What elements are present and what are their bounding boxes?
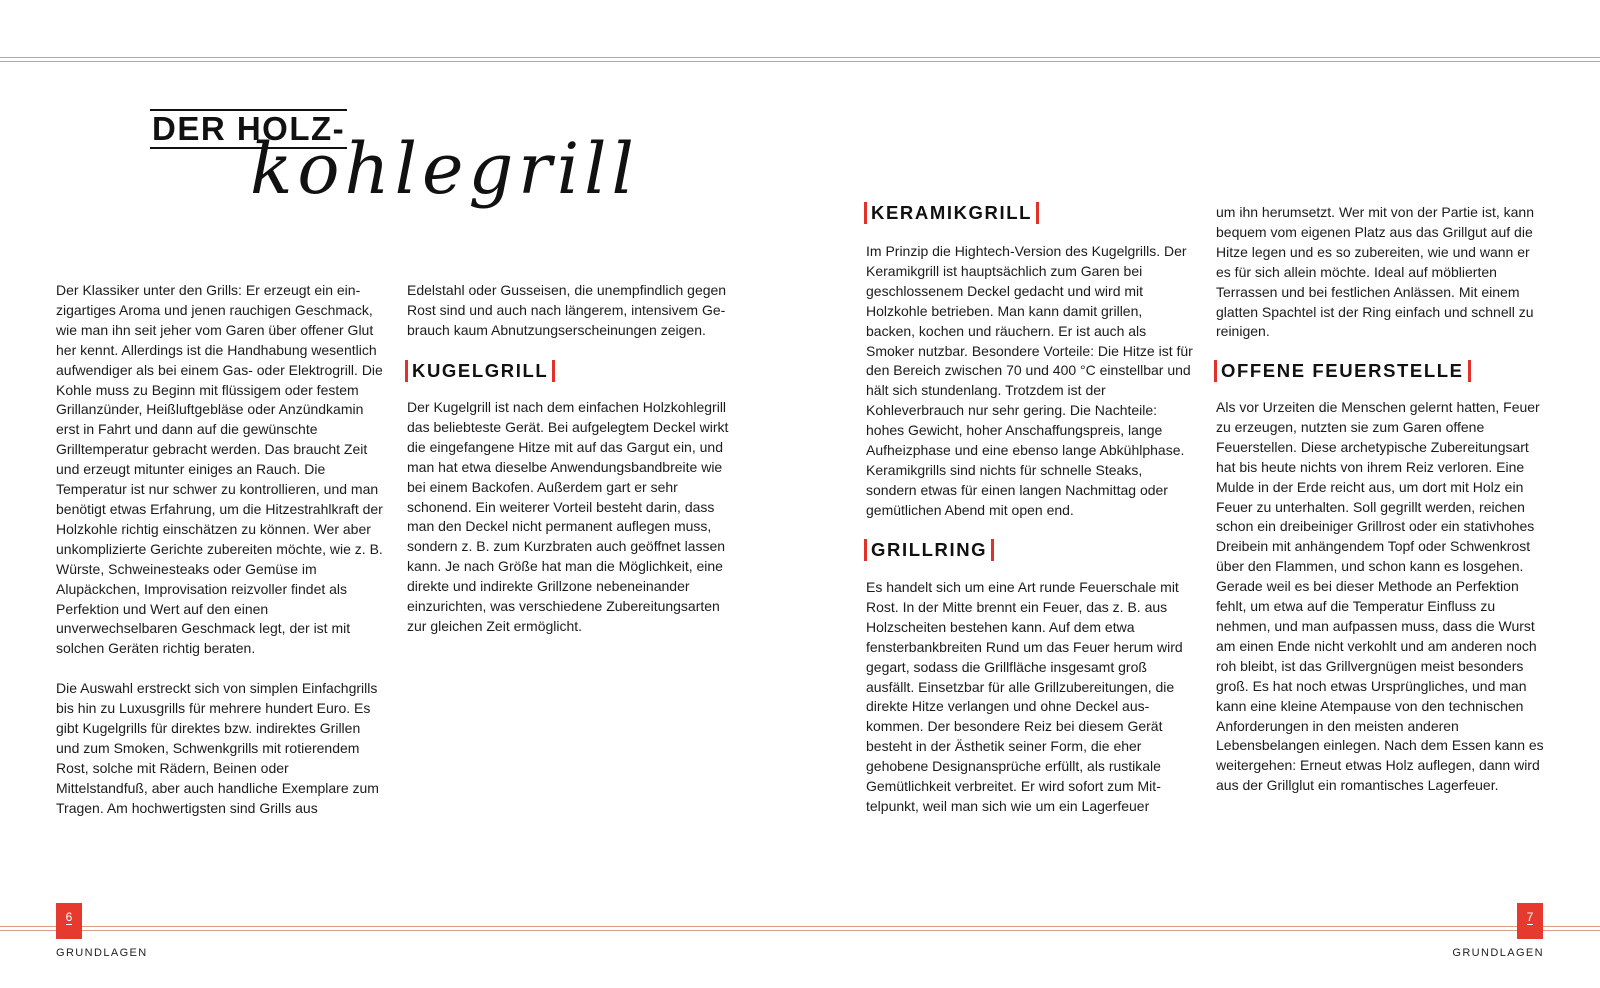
section-heading: KUGELGRILL (405, 360, 555, 382)
column-3-body (866, 578, 1194, 817)
column-2 (407, 281, 735, 341)
top-rule (0, 57, 1600, 58)
page-number-text: 7 (1526, 910, 1534, 924)
top-rule-secondary (0, 61, 1600, 62)
column-3 (866, 242, 1194, 521)
column-4-body (1216, 398, 1544, 796)
body-paragraph: Es handelt sich um eine Art runde Feuerschale mit Rost. In der Mitte brennt ein Feuer, das z. B. aus Holzscheiten bestehen kann. Auf dem etwa fensterbankbreiten Rund um das Feuer herum wird gegart, sodass die Grillfläche insgesamt groß ausfällt. Einsetzbar für alle Grillzubereitungen, die direkte Hitze verlangen und ohne Deckel auskommen. Der besondere Reiz bei diesem Gerät besteht in der Ästhetik seiner Form, die eher gehobene Designansprüche erfüllt, als rustikale Gemütlichkeit verbreitet. Er wird sofort zum Mittelpunkt, weil man sich wie um ein Lagerfeuer (866, 579, 1183, 814)
page-number-left (56, 903, 82, 939)
section-heading: GRILLRING (864, 539, 994, 561)
body-paragraph: Die Auswahl erstreckt sich von simplen Einfachgrills bis hin zu Luxusgrills für mehrere hundert Euro. Es gibt Kugelgrills für direktes bzw. indirektes Grillen und zum Smoken, Schwenkgrills mit rotierendem Rost, solche mit Rädern, Beinen oder Mittelstandfuß, aber auch handliche Exemplare zum Tragen. Am hochwertigsten sind Grills aus (56, 680, 379, 816)
body-paragraph: Der Klassiker unter den Grills: Er erzeugt ein einzigartiges Aroma und jenen rauchigen Geschmack, wie man ihn seit jeher vom Garen über offener Glut her kennt. Allerdings ist die Handhabung wesentlich aufwendiger als bei einem Gas- oder Elektrogrill. Die Kohle muss zu Beginn mit flüssigem oder festem Grillanzünder, Heißluftgebläse oder Anzündkamin erst in Fahrt und dann auf die gewünschte Grilltemperatur gebracht werden. Das braucht Zeit und erzeugt mitunter einiges an Rauch. Die Temperatur ist nur schwer zu kontrollieren, und man benötigt etwas Erfahrung, um die Hitzestrahlkraft der Holzkohle richtig einschätzen zu können. Wer aber unkomplizierte Gerichte zubereiten möchte, wie z. B. Würste, Schweinesteaks oder Gemüse im Alupäckchen, Improvisation reizvoller findet als Perfektion und Wert auf den einen unverwechselbaren Geschmack legt, der ist mit solchen Geräten richtig beraten. (56, 282, 383, 657)
page-title: DER HOLZ- (152, 110, 346, 147)
page-number-right (1517, 903, 1543, 939)
body-paragraph: Der Kugelgrill ist nach dem einfachen Holzkohlegrill das beliebteste Gerät. Bei aufgelegtem Deckel wirkt die eingefangene Hitze mit auf das Gargut ein, und man hat etwa dieselbe Anwendungsbandbreite wie bei einem Backofen. Außerdem gart er sehr schonend. Ein weiterer Vorteil besteht darin, dass man den Deckel nicht permanent auflegen muss, sondern z. B. zum Kurzbraten auch geöffnet lassen kann. Je nach Größe hat man die Möglichkeit, eine direkte und indirekte Grillzone nebeneinander einzurichten, was verschiedene Zubereitungsarten zur gleichen Zeit ermöglicht. (407, 399, 729, 634)
body-paragraph: Edelstahl oder Gusseisen, die unempfindlich gegen Rost sind und auch nach längerem, intensivem Gebrauch kaum Abnutzungserscheinungen zeigen. (407, 282, 727, 338)
section-label-left: GRUNDLAGEN (56, 947, 148, 959)
page-number-text: 6 (65, 910, 73, 924)
bottom-rule (0, 926, 1600, 927)
column-2-body (407, 398, 735, 637)
body-paragraph: Im Prinzip die Hightech-Version des Kugelgrills. Der Keramikgrill ist hauptsächlich zum Garen bei geschlossenem Deckel gedacht und wird mit Holzkohle betrieben. Man kann damit grillen, backen, kochen und räuchern. Er ist auch als Smoker nutzbar. Besondere Vorteile: Die Hitze ist für den Bereich zwischen 70 und 400 °C einstellbar und hält sich stundenlang. Trotzdem ist der Kohleverbrauch nur sehr gering. Die Nachteile: hohes Gewicht, hoher Anschaffungspreis, lange Aufheizphase und eine ebenso lange Abkühlphase. Keramikgrills sind nichts für schnelle Steaks, sondern etwas für einen langen Nachmittag oder gemütlichen Abend mit open end. (866, 243, 1193, 518)
page-title-script: kohlegrill (250, 128, 639, 210)
section-heading: KERAMIKGRILL (864, 202, 1039, 224)
body-paragraph: um ihn herumsetzt. Wer mit von der Partie ist, kann bequem vom eigenen Platz aus das Grillgut auf die Hitze legen und es so zubereiten, wie und wann er es für sich allein möchte. Ideal auf möblierten Terrassen und bei festlichen Anlässen. Mit einem glatten Spachtel ist der Ring einfach und schnell zu reinigen. (1216, 204, 1534, 340)
column-1 (56, 281, 384, 818)
column-4 (1216, 203, 1544, 342)
body-paragraph: Als vor Urzeiten die Menschen gelernt hatten, Feuer zu erzeugen, nutzten sie zum Garen offene Feuerstellen. Diese archetypische Zubereitungsart hat bis heute nichts von ihrem Reiz verloren. Eine Mulde in der Erde reicht aus, um dort mit Holz ein Feuer zu unterhalten. Soll gegrillt werden, reichen schon ein dreibeiniger Grillrost oder ein stativhohes Dreibein mit anhängendem Topf oder Schwenkrost über den Flammen, und schon kann es losgehen. Gerade weil es bei dieser Methode an Perfektion fehlt, um etwa auf die Temperatur Einfluss zu nehmen, und man aufpassen muss, dass die Wurst am einen Ende nicht verkohlt und am anderen noch roh bleibt, ist das Grillvergnügen meist besonders groß. Es hat noch etwas Ursprüngliches, und man kann eine kleine Atempause von den technischen Anforderungen in den meisten anderen Lebensbelangen einlegen. Nach dem Essen kann es weitergehen: Erneut etwas Holz auflegen, dann wird aus der Grillglut ein romantisches Lagerfeuer. (1216, 399, 1544, 794)
section-keramikgrill (864, 202, 1039, 224)
bottom-rule-secondary (0, 930, 1600, 931)
section-grillring (864, 539, 994, 561)
section-offene-feuerstelle (1214, 360, 1471, 382)
section-heading: OFFENE FEUERSTELLE (1214, 360, 1471, 382)
section-label-right: GRUNDLAGEN (1452, 947, 1544, 959)
section-kugelgrill (405, 360, 555, 382)
